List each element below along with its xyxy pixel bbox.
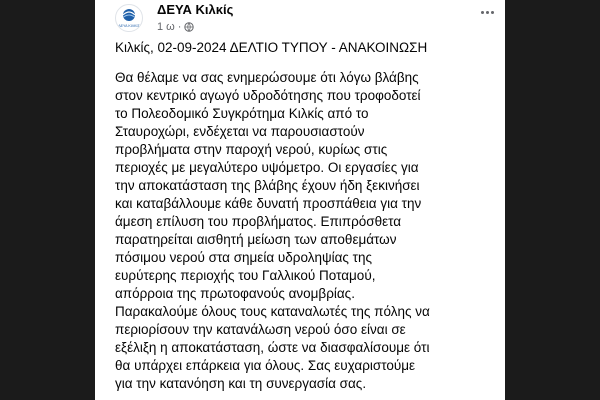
- post-body-line: την αποκατάσταση της βλάβης έχουν ήδη ξεκινήσει: [115, 178, 420, 193]
- post-meta: [157, 20, 194, 34]
- post-card: [95, 0, 505, 400]
- post-body-line: Παρακαλούμε όλους τους καταναλωτές της πόλης να: [115, 304, 430, 319]
- post-body-line: το Πολεοδομικό Συγκρότημα Κιλκίς από το: [115, 106, 369, 121]
- post-body-line: περιοχές με μεγαλύτερο υψόμετρο. Οι εργασίες για: [115, 160, 419, 175]
- post-body-line: Θα θέλαμε να σας ενημερώσουμε ότι λόγω βλάβης: [115, 70, 419, 85]
- meta-separator: ·: [177, 21, 182, 33]
- post-body-line: πόσιμου νερού στα σημεία υδροληψίας της: [115, 250, 373, 265]
- post-body-line: θα υπάρχει επάρκεια για όλους. Σας ευχαριστούμε: [115, 358, 416, 373]
- post-body-line: στον κεντρικό αγωγό υδροδότησης που τροφοδοτεί: [115, 88, 421, 103]
- page-name-link[interactable]: ΔΕΥΑ Κιλκίς: [157, 2, 234, 17]
- post-body-line: παρατηρείται αισθητή μείωση των αποθεμάτων: [115, 232, 397, 247]
- more-options-icon[interactable]: [475, 4, 499, 20]
- avatar-logo-text: ΔΕΥΑ ΚΙΛΚΙΣ: [118, 24, 140, 28]
- post-time[interactable]: 1 ω: [157, 21, 175, 33]
- post-title-line: Κιλκίς, 02-09-2024 ΔΕΛΤΙΟ ΤΥΠΟΥ - ΑΝΑΚΟΙΝΩΣΗ: [115, 40, 428, 55]
- post-body-line: περιορίσουν την κατανάλωση νερού όσο είναι σε: [115, 322, 406, 337]
- post-body-line: Σταυροχώρι, ενδέχεται να παρουσιαστούν: [115, 124, 365, 139]
- post-body-line: απόρροια της πρωτοφανούς ανομβρίας.: [115, 286, 355, 301]
- post-body-line: προβλήματα στην παροχή νερού, κυρίως στις: [115, 142, 388, 157]
- post-body-line: εξέλιξη η αποκατάσταση, ώστε να διασφαλίσουμε ότι: [115, 340, 430, 355]
- post-body-line: και καταβάλλουμε κάθε δυνατή προσπάθεια για την: [115, 196, 422, 211]
- post-body-line: ευρύτερης περιοχής του Γαλλικού Ποταμού,: [115, 268, 376, 283]
- logo-icon: [116, 5, 142, 31]
- post-body-line: για την κατανόηση και τη συνεργασία σας.: [115, 376, 367, 391]
- post-header: [95, 0, 505, 40]
- post-body-line: άμεση επίλυση του προβλήματος. Επιπρόσθετα: [115, 214, 402, 229]
- post-body: [115, 69, 500, 393]
- page-avatar[interactable]: [115, 4, 143, 32]
- globe-icon: [184, 22, 194, 32]
